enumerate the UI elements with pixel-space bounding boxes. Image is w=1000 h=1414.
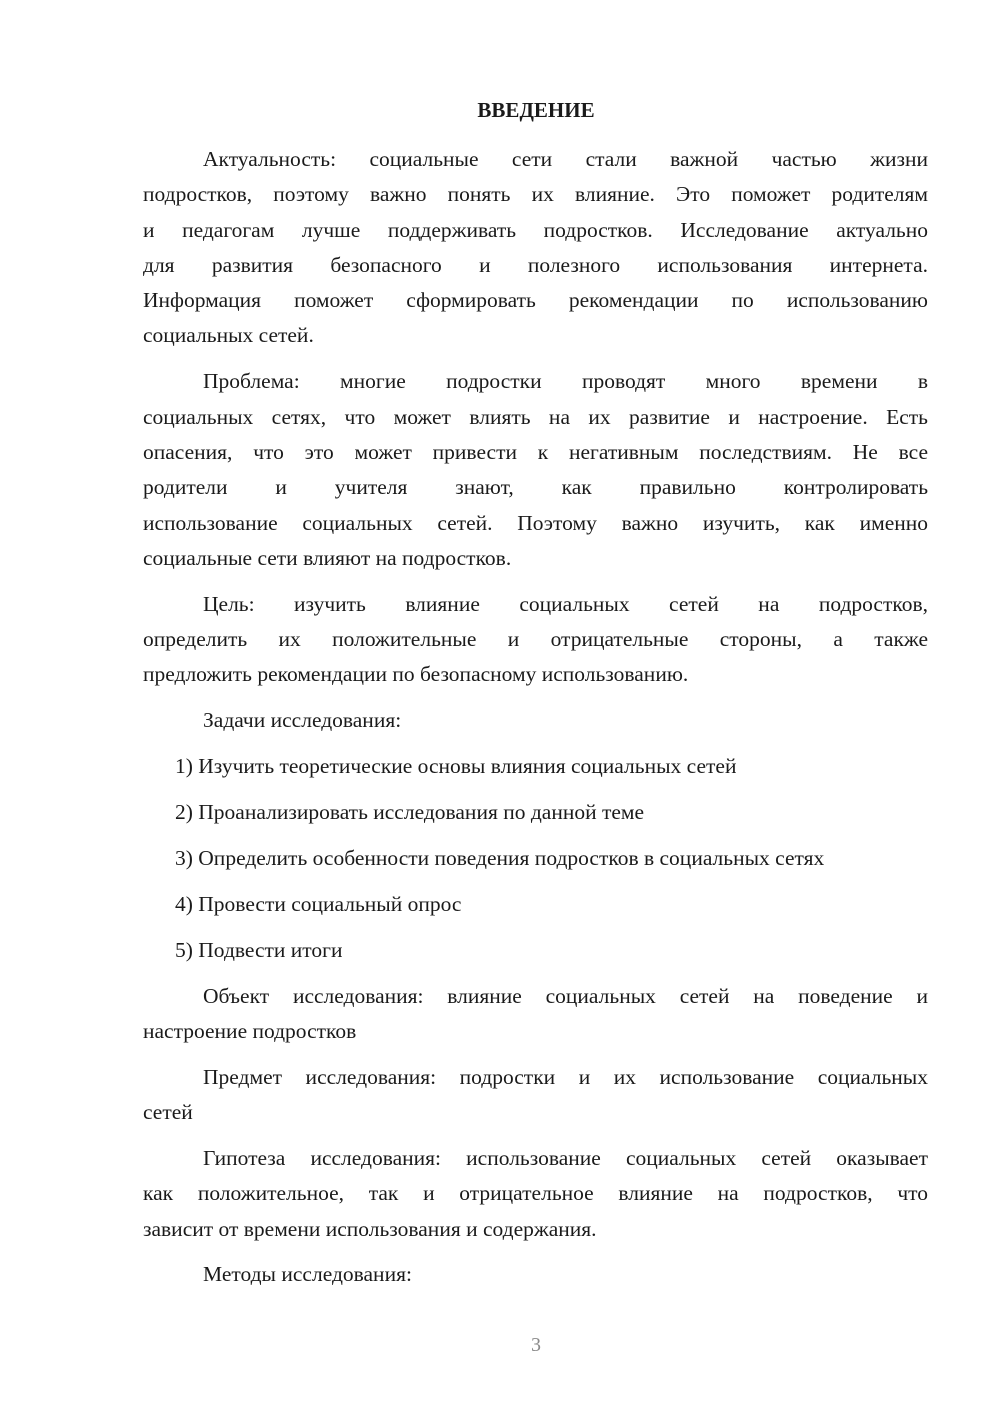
paragraph — [143, 1141, 928, 1247]
text-line: Проблема: многие подростки проводят много времени в — [203, 369, 928, 394]
text-line: Задачи исследования: — [203, 708, 402, 733]
text-line: Актуальность: социальные сети стали важной частью жизни — [203, 147, 928, 171]
text-line: Объект исследования: влияние социальных сетей на поведение и — [203, 983, 928, 1008]
text-line: 5) Подвести итоги — [175, 937, 343, 962]
text-line: Информация поможет сформировать рекомендации по использованию — [143, 288, 928, 313]
text-line: Гипотеза исследования: использование социальных сетей оказывает — [203, 1145, 928, 1170]
text-line: для развития безопасного и полезного использования интернета. — [143, 252, 928, 277]
text-line: зависит от времени использования и содержания. — [143, 1216, 597, 1241]
text-line: 2) Проанализировать исследования по данной теме — [175, 800, 645, 825]
text-line: 4) Провести социальный опрос — [175, 891, 462, 916]
paragraph — [143, 703, 928, 738]
paragraph — [143, 364, 928, 576]
text-line: 1) Изучить теоретические основы влияния социальных сетей — [175, 754, 737, 779]
list-item — [143, 749, 928, 784]
paragraph — [143, 142, 928, 354]
paragraph — [143, 1257, 928, 1292]
paragraph — [143, 979, 928, 1050]
text-line: социальных сетях, что может влиять на их развитие и настроение. Есть — [143, 404, 928, 429]
text-line: подростков, поэтому важно понять их влияние. Это поможет родителям — [143, 182, 928, 207]
text-line: Цель: изучить влияние социальных сетей на подростков, — [203, 591, 928, 616]
text-line: Методы исследования: — [203, 1262, 412, 1287]
list-item — [143, 887, 928, 922]
text-line: как положительное, так и отрицательное влияние на подростков, что — [143, 1181, 928, 1206]
text-line: предложить рекомендации по безопасному использованию. — [143, 662, 689, 687]
text-line: определить их положительные и отрицательные стороны, а также — [143, 627, 928, 652]
page-title: ВВЕДЕНИЕ — [477, 98, 595, 122]
list-item — [143, 841, 928, 876]
text-line: использование социальных сетей. Поэтому важно изучить, как именно — [143, 510, 928, 535]
text-line: социальных сетей. — [143, 323, 314, 348]
text-line: и педагогам лучше поддерживать подростков. Исследование актуально — [143, 217, 928, 242]
list-item — [143, 933, 928, 968]
text-line: родители и учителя знают, как правильно контролировать — [143, 475, 928, 500]
paragraph — [143, 1060, 928, 1131]
text-line: Предмет исследования: подростки и их использование социальных — [203, 1064, 928, 1089]
text-line: сетей — [143, 1100, 193, 1125]
list-item — [143, 795, 928, 830]
text-line: 3) Определить особенности поведения подростков в социальных сетях — [175, 845, 825, 870]
text-line: настроение подростков — [143, 1018, 357, 1043]
document-body — [143, 142, 928, 1303]
text-line: социальные сети влияют на подростков. — [143, 545, 512, 570]
paragraph — [143, 587, 928, 693]
page-number: 3 — [531, 1334, 541, 1356]
text-line: опасения, что это может привести к негативным последствиям. Не все — [143, 439, 928, 464]
